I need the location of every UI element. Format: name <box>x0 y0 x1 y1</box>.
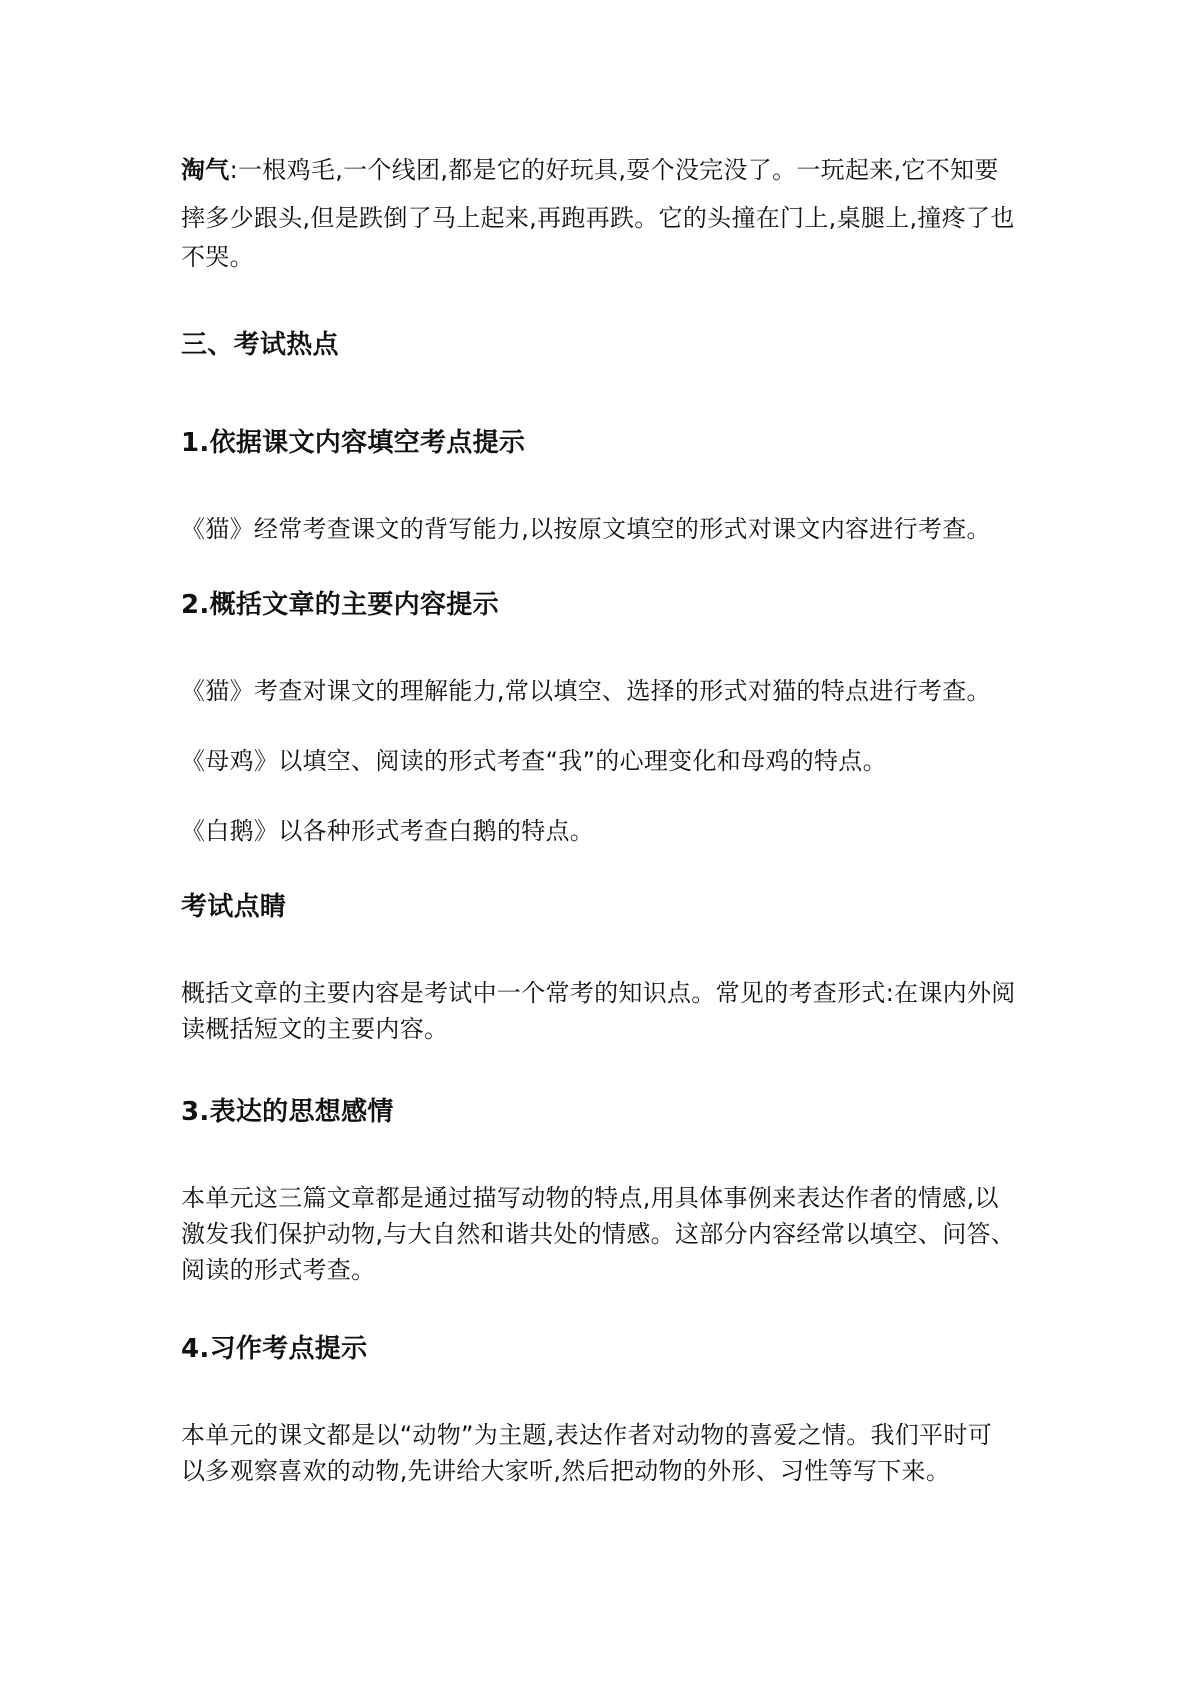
paragraph-naughty <box>181 146 1021 272</box>
paragraph-emotions-line-1: 本单元这三篇文章都是通过描写动物的特点,用具体事例来表达作者的情感,以 <box>181 1184 999 1212</box>
paragraph-emotions <box>181 1180 1021 1288</box>
paragraph-goose: 《白鹅》以各种形式考查白鹅的特点。 <box>181 817 595 845</box>
paragraph-writing-line-2: 以多观察喜欢的动物,先讲给大家听,然后把动物的外形、习性等写下来。 <box>181 1457 951 1485</box>
paragraph-exam-focus-line-1: 概括文章的主要内容是考试中一个常考的知识点。常见的考查形式:在课内外阅 <box>181 979 1016 1007</box>
subheading-emotions: 3.表达的思想感情 <box>181 1097 394 1127</box>
lead-term-naughty: 淘气 <box>181 156 230 184</box>
paragraph-cat: 《猫》考查对课文的理解能力,常以填空、选择的形式对猫的特点进行考查。 <box>181 677 991 705</box>
paragraph-fill-in: 《猫》经常考查课文的背写能力,以按原文填空的形式对课文内容进行考查。 <box>181 515 991 543</box>
paragraph-emotions-line-3: 阅读的形式考查。 <box>181 1256 376 1284</box>
subheading-exam-focus: 考试点睛 <box>181 892 287 922</box>
subheading-fill-in: 1.依据课文内容填空考点提示 <box>181 428 526 458</box>
paragraph-naughty-text: :一根鸡毛,一个线团,都是它的好玩具,耍个没完没了。一玩起来,它不知要 <box>229 156 999 184</box>
paragraph-exam-focus <box>181 975 1021 1047</box>
paragraph-exam-focus-line-2: 读概括短文的主要内容。 <box>181 1015 449 1043</box>
subheading-main-content: 2.概括文章的主要内容提示 <box>181 590 499 620</box>
paragraph-writing <box>181 1417 1021 1489</box>
paragraph-naughty-line-3: 不哭。 <box>181 243 254 271</box>
paragraph-emotions-line-2: 激发我们保护动物,与大自然和谐共处的情感。这部分内容经常以填空、问答、 <box>181 1220 1016 1248</box>
paragraph-hen: 《母鸡》以填空、阅读的形式考查“我”的心理变化和母鸡的特点。 <box>181 747 887 775</box>
section-heading-exam-hotspots: 三、考试热点 <box>181 330 339 360</box>
subheading-writing: 4.习作考点提示 <box>181 1334 368 1364</box>
paragraph-writing-line-1: 本单元的课文都是以“动物”为主题,表达作者对动物的喜爱之情。我们平时可 <box>181 1421 992 1449</box>
paragraph-naughty-line-1 <box>181 146 1021 194</box>
paragraph-naughty-line-2: 摔多少跟头,但是跌倒了马上起来,再跑再跌。它的头撞在门上,桌腿上,撞疼了也 <box>181 204 1015 232</box>
